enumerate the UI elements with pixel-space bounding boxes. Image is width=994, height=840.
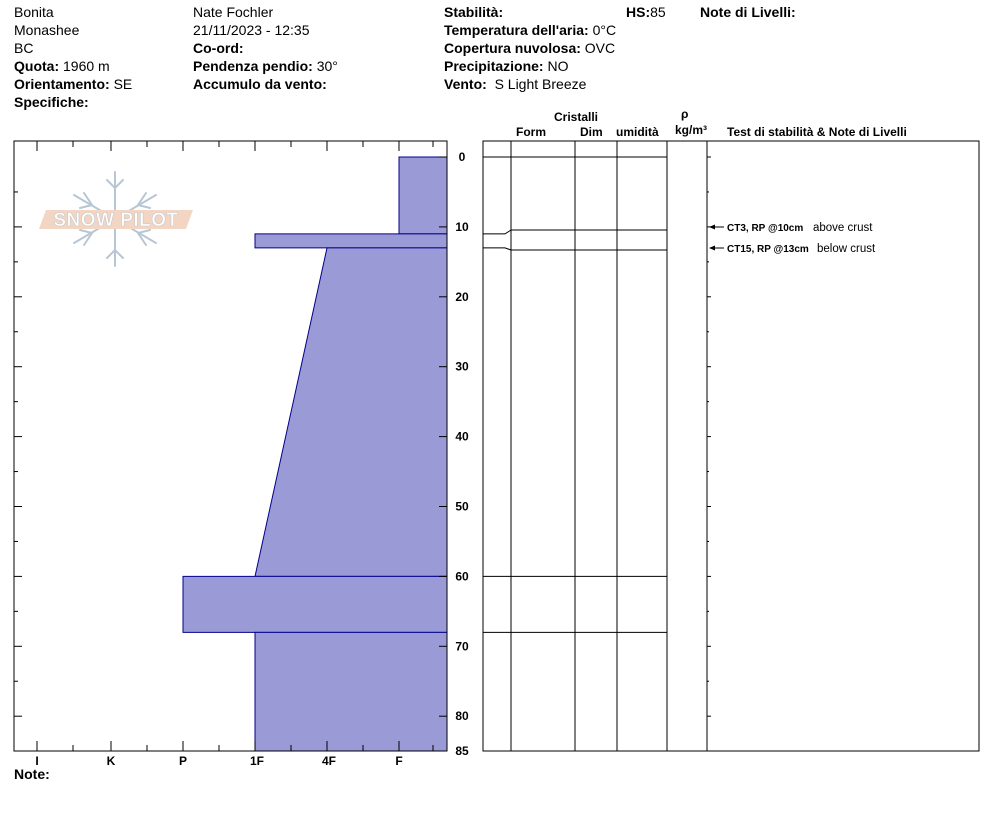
- coord-label: Co-ord:: [193, 40, 244, 56]
- depth-label: 30: [455, 359, 469, 374]
- elevation-label: Quota:: [14, 58, 60, 74]
- hardness-label: K: [106, 754, 116, 768]
- hardness-label: F: [395, 754, 403, 768]
- form-header: Form: [516, 125, 546, 139]
- logo-text: SNOW PILOT: [53, 210, 179, 231]
- specifics-label: Specifiche:: [14, 94, 89, 110]
- hardness-layer-2: [255, 234, 447, 248]
- depth-label: 40: [455, 429, 469, 444]
- observer: Nate Fochler: [193, 4, 274, 20]
- tests-header: Test di stabilità & Note di Livelli: [727, 125, 907, 139]
- hardness-layer-4: [183, 576, 447, 632]
- hs-label: HS:: [626, 4, 651, 20]
- cloud-label: Copertura nuvolosa:: [444, 40, 581, 56]
- test-result: CT15, RP @13cm: [727, 244, 809, 255]
- wind-loading-label: Accumulo da vento:: [193, 76, 327, 92]
- hardness-layer-3: [255, 248, 447, 577]
- hardness-layer-5: [255, 632, 447, 751]
- location: Bonita: [14, 4, 54, 20]
- range: Monashee: [14, 22, 80, 38]
- test-arrow-icon: [709, 246, 715, 251]
- slope-label: Pendenza pendio:: [193, 58, 313, 74]
- layer-connector: [483, 248, 511, 250]
- moisture-header: umidità: [616, 125, 659, 139]
- test-arrow-icon: [709, 225, 715, 230]
- depth-label: 20: [455, 289, 469, 304]
- stability-tests: [709, 222, 876, 255]
- hardness-profile-fill: [183, 157, 447, 751]
- elevation-value: 1960 m: [63, 58, 110, 74]
- hardness-layer-1: [399, 157, 447, 234]
- hs-value: 85: [650, 4, 666, 20]
- precip-value: NO: [547, 58, 569, 74]
- test-comment: above crust: [813, 222, 873, 234]
- layer-notes-label: Note di Livelli:: [700, 4, 796, 20]
- cloud-value: OVC: [584, 40, 616, 56]
- hardness-label: I: [35, 754, 39, 768]
- size-header: Dim: [580, 125, 603, 139]
- datetime: 21/11/2023 - 12:35: [193, 22, 310, 38]
- hardness-label: 1F: [249, 754, 265, 768]
- density-unit-header: kg/m³: [675, 123, 708, 137]
- snowpilot-logo: [39, 172, 193, 266]
- wind-label: Vento:: [444, 76, 487, 92]
- air-temp-value: 0°C: [592, 22, 617, 38]
- state: BC: [14, 40, 34, 56]
- precip-label: Precipitazione:: [444, 58, 544, 74]
- tests-column-ticks: [707, 157, 711, 716]
- hardness-plot: [14, 141, 447, 768]
- depth-label: 85: [455, 744, 469, 758]
- aspect-value: SE: [113, 76, 133, 92]
- layer-connector: [483, 230, 511, 234]
- wind-value: S Light Breeze: [494, 76, 587, 92]
- hardness-label: P: [178, 754, 188, 768]
- test-comment: below crust: [817, 243, 876, 255]
- depth-label: 70: [455, 639, 469, 654]
- aspect-label: Orientamento:: [14, 76, 110, 92]
- rho-header: ρ: [681, 107, 689, 121]
- slope-value: 30°: [316, 58, 338, 74]
- air-temp-label: Temperatura dell'aria:: [444, 22, 589, 38]
- layers-table: [483, 141, 979, 751]
- stability-label: Stabilità:: [444, 4, 504, 20]
- notes-label: Note:: [14, 766, 50, 782]
- depth-label: 50: [455, 499, 469, 514]
- hardness-label: 4F: [321, 754, 337, 768]
- test-result: CT3, RP @10cm: [727, 223, 804, 234]
- depth-label: 10: [455, 219, 469, 234]
- depth-label: 80: [455, 709, 469, 724]
- depth-label: 60: [455, 569, 469, 584]
- depth-label: 0: [458, 150, 466, 164]
- crystals-header: Cristalli: [554, 110, 599, 124]
